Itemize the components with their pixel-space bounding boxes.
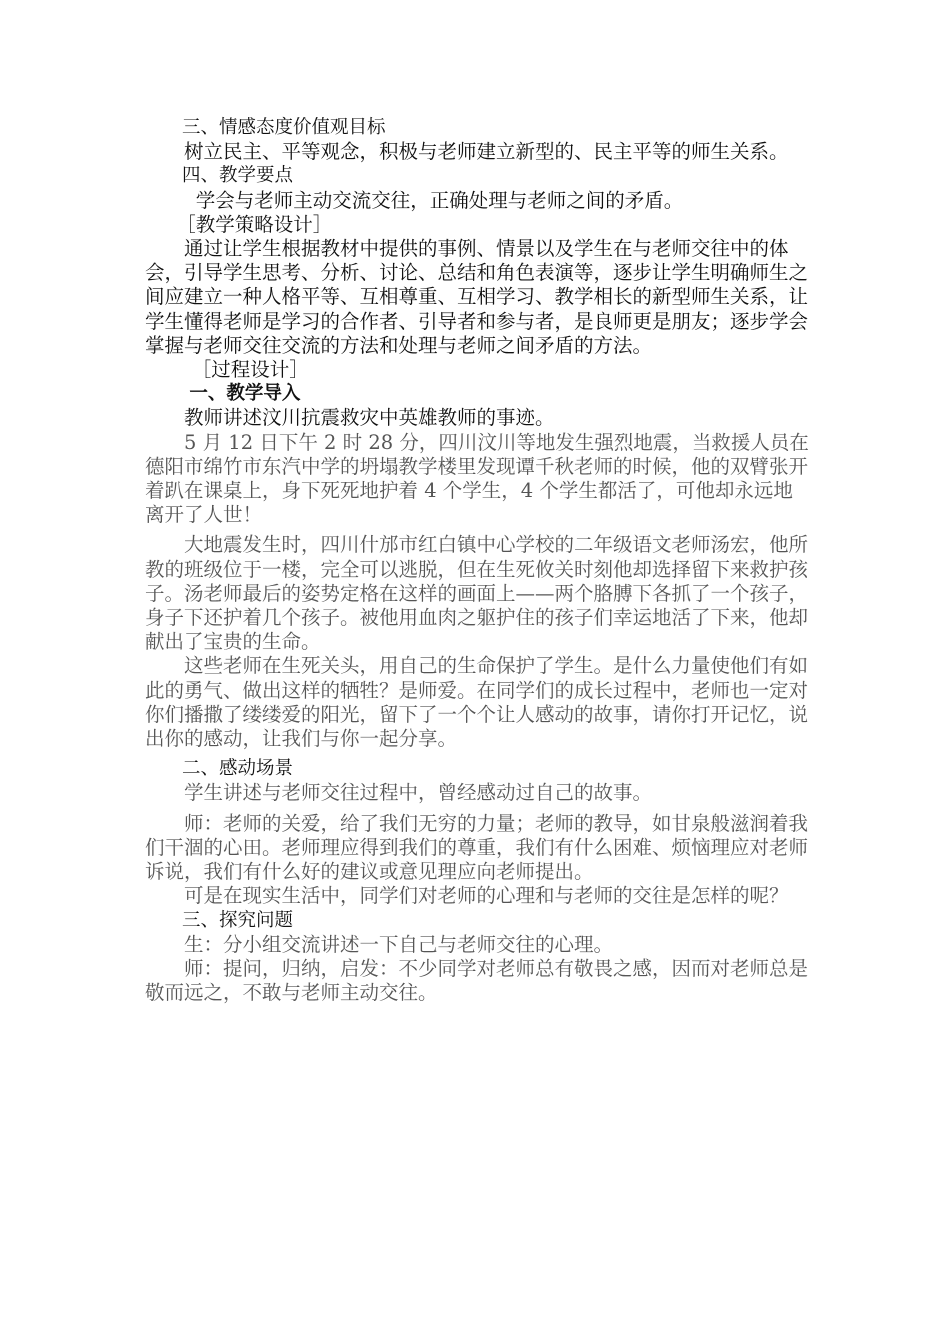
section-heading-affective-goals: 三、情感态度价值观目标 [182, 117, 386, 138]
document-body [145, 116, 809, 1005]
section-heading-strategy: ［教学策略设计］ [176, 212, 333, 236]
section-heading-process: ［过程设计］ [191, 358, 309, 382]
paragraph-reality-question: 可是在现实生活中，同学们对老师的心理和与老师的交往是怎样的呢？ [184, 884, 789, 908]
section-heading-teaching-points: 四、教学要点 [182, 165, 294, 187]
paragraph-story-tang: 大地震发生时，四川什邡市红白镇中心学校的二年级语文老师汤宏，他所教的班级位于一楼，完全可以逃脱，但在生死攸关时刻他却选择留下来救护孩子。汤老师最后的姿势定格在这样的画面上——两个胳膊下各抓了一个孩子，身子下还护着几个孩子。被他用血肉之躯护住的孩子们幸运地活了下来，他却献出了宝贵的生命。 [145, 533, 809, 654]
section-heading-moving-scenes: 二、感动场景 [182, 758, 294, 780]
paragraph-teacher-care: 师：老师的关爱，给了我们无穷的力量；老师的教导，如甘泉般滋润着我们干涸的心田。老师理应得到我们的尊重，我们有什么困难、烦恼理应对老师诉说，我们有什么好的建议或意见理应向老师提出。 [145, 811, 809, 884]
paragraph-story-tan: 5 月 12 日下午 2 时 28 分，四川汶川等地发生强烈地震，当救援人员在德阳市绵竹市东汽中学的坍塌教学楼里发现谭千秋老师的时候，他的双臂张开着趴在课桌上，身下死死地护着 4 个学生，4 个学生都活了，可他却永远地离开了人世！ [145, 430, 809, 527]
paragraph-teaching-points: 学会与老师主动交流交往，正确处理与老师之间的矛盾。 [195, 188, 684, 212]
paragraph-affective-goals: 树立民主、平等观念，积极与老师建立新型的、民主平等的师生关系。 [184, 140, 789, 164]
section-heading-explore: 三、探究问题 [182, 909, 294, 931]
paragraph-student-stories: 学生讲述与老师交往过程中，曾经感动过自己的故事。 [184, 781, 653, 805]
section-heading-introduction: 一、教学导入 [189, 383, 301, 405]
paragraph-strategy: 通过让学生根据教材中提供的事例、情景以及学生在与老师交往中的体会，引导学生思考、分析、讨论、总结和角色表演等，逐步让学生明确师生之间应建立一种人格平等、互相尊重、互相学习、教学相长的新型师生关系，让学生懂得老师是学习的合作者、引导者和参与者，是良师更是朋友；逐步学会掌握与老师交往交流的方法和处理与老师之间矛盾的方法。 [145, 237, 809, 357]
paragraph-group-discussion: 生：分小组交流讲述一下自己与老师交往的心理。 [184, 932, 614, 956]
paragraph-teacher-love: 这些老师在生死关头，用自己的生命保护了学生。是什么力量使他们有如此的勇气、做出这样的牺牲？是师爱。在同学们的成长过程中，老师也一定对你们播撒了缕缕爱的阳光，留下了一个个让人感动的故事，请你打开记忆，说出你的感动，让我们与你一起分享。 [145, 654, 809, 751]
paragraph-introduction: 教师讲述汶川抗震救灾中英雄教师的事迹。 [184, 406, 555, 430]
paragraph-teacher-summary: 师：提问，归纳，启发：不少同学对老师总有敬畏之感，因而对老师总是敬而远之，不敢与老师主动交往。 [145, 956, 809, 1005]
